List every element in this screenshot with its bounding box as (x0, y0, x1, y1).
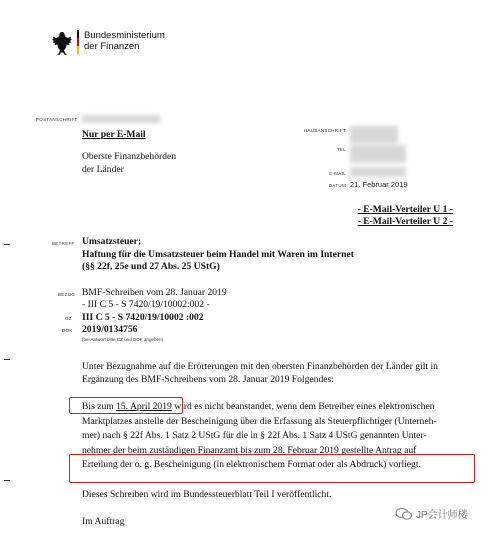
ministry-name-line2: der Finanzen (84, 41, 140, 52)
intro-line2: Ergänzung des BMF-Schreibens vom 28. Januar 2019 Folgendes: (82, 374, 334, 385)
intro-paragraph (82, 360, 438, 386)
hausanschrift-redacted (350, 126, 398, 144)
highlight-box-application (69, 454, 475, 483)
watermark-text: JP会计师楼 (416, 510, 468, 521)
gz-label: GZ (65, 316, 72, 321)
email-label: E-MAIL (329, 171, 346, 176)
tel-label: TEL (336, 147, 346, 152)
para2-line3: mer) nach § 22f Abs. 1 Satz 2 UStG für die in § 22f Abs. 1 Satz 4 UStG genannten Unter- (82, 430, 427, 442)
gz-value: III C 5 - S 7420/19/10002 :002 (82, 312, 204, 323)
verteiler (358, 204, 453, 228)
publication-note: Dieses Schreiben wird im Bundessteuerblatt Teil I veröffentlicht. (82, 489, 332, 500)
recipient-line1: Oberste Finanzbehörden (82, 151, 177, 162)
bezug-line1: BMF-Schreiben vom 28. Januar 2019 (82, 287, 227, 298)
flag-bar (77, 30, 79, 54)
tel-redacted (350, 145, 406, 163)
datum-value: 21. Februar 2019 (350, 180, 408, 189)
para2-rest: wird es nicht beanstandet, wenn dem Betreiber eines elektronischen (171, 401, 435, 412)
betreff-line3: (§§ 22f, 25e und 27 Abs. 25 UStG) (82, 261, 220, 272)
closing: Im Auftrag (82, 516, 125, 527)
betreff-line1: Umsatzsteuer; (82, 236, 142, 247)
datum-label: DATUM (328, 183, 346, 188)
postanschrift-label: POSTANSCHRIFT (36, 117, 78, 122)
para2-prefix: Bis zum (82, 401, 117, 412)
para2-date: 15. April 2019 (116, 401, 172, 412)
chat-bubble-icon (395, 507, 413, 521)
bezug-text (82, 287, 227, 311)
bezug-line2: - III C 5 - S 7420/19/10002:002 - (82, 299, 210, 310)
watermark (395, 506, 468, 521)
postanschrift-redacted (82, 115, 160, 123)
para2-line4: nehmer der beim zuständigen Finanzamt bis zum 28. Februar 2019 gestellte Antrag auf (82, 444, 417, 456)
recipient-line2: der Länder (82, 164, 124, 175)
intro-line1: Unter Bezugnahme auf die Erörterungen mit den obersten Finanzbehörden der Länder gilt in (82, 361, 438, 372)
hausanschrift-label: HAUSANSCHRIFT (303, 128, 346, 133)
verteiler-line2: - E-Mail-Verteiler U 2 - (357, 216, 453, 227)
para2-line5: Erteilung der o. g. Bescheinigung (in elektronischem Format oder als Abdruck) vorliegt. (82, 459, 421, 471)
recipient (82, 150, 176, 176)
email-redacted (350, 167, 406, 177)
dok-label: DOK (62, 328, 73, 333)
dok-note: (bei Antwort bitte GZ und DOK angeben) (82, 337, 164, 342)
dok-value: 2019/0134756 (82, 324, 138, 335)
fold-mark-3 (4, 480, 10, 481)
fold-mark-1 (4, 244, 10, 245)
betreff-line2: Haftung für die Umsatzsteuer beim Handel mit Waren im Internet (82, 248, 354, 260)
bezug-label: BEZUG (58, 292, 76, 297)
highlight-box-date (69, 397, 183, 414)
ministry-name (84, 30, 165, 52)
verteiler-line1: - E-Mail-Verteiler U 1 - (357, 204, 453, 215)
fold-mark-2 (4, 359, 10, 360)
betreff-text (82, 236, 354, 274)
ministry-name-line1: Bundesministerium (84, 30, 165, 41)
federal-eagle-logo (51, 30, 73, 57)
betreff-label: BETREFF (52, 241, 75, 246)
delivery-note: Nur per E-Mail (82, 129, 146, 140)
para2-line2: Marktplatzes anstelle der Bescheinigung über die Erfassung als Steuerpflichtiger (Unterneh- (82, 415, 437, 427)
